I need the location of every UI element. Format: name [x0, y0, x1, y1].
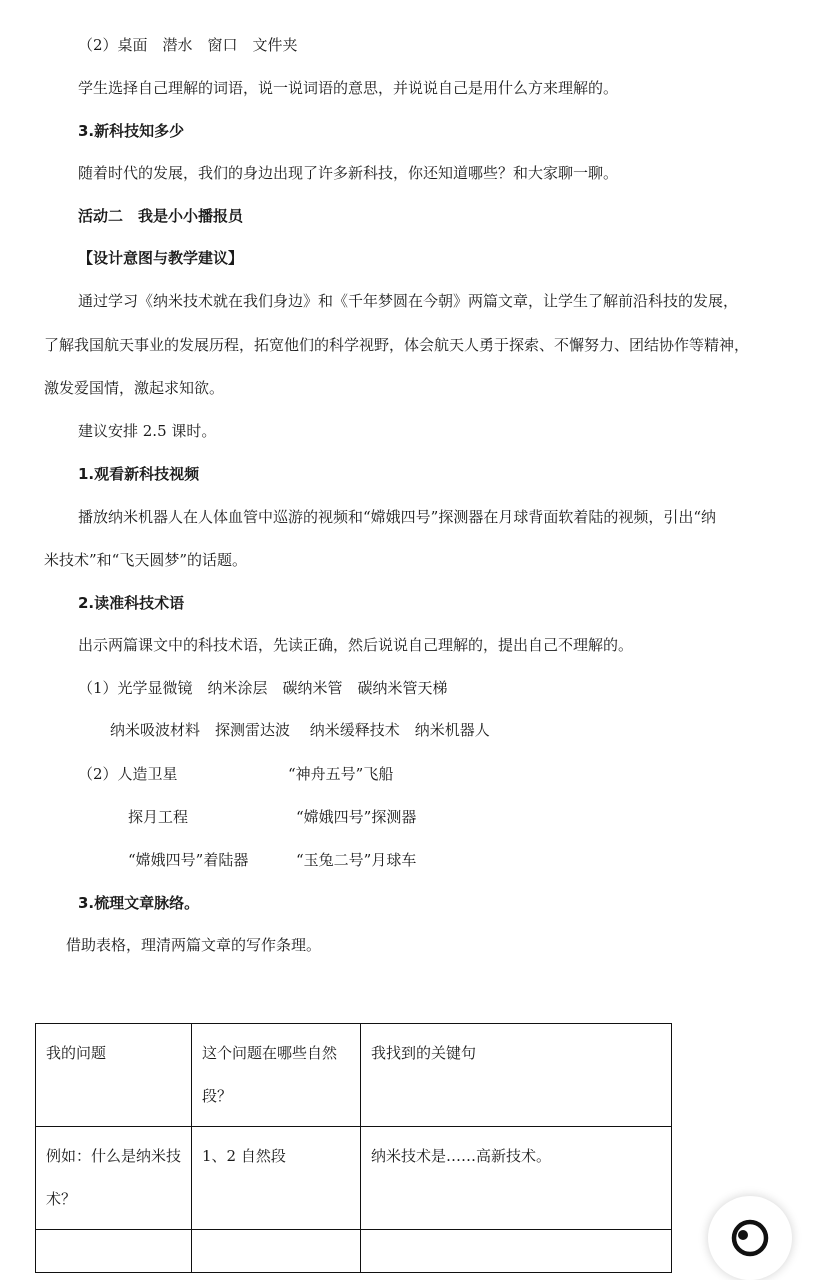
terms-group-1-line-1: （1）光学显微镜 纳米涂层 碳纳米管 碳纳米管天梯 [78, 679, 448, 697]
paragraph-intent-line-2: 了解我国航天事业的发展历程，拓宽他们的科学视野，体会航天人勇于探索、不懈努力、团结协作等精神， [44, 336, 750, 354]
paragraph-structure: 借助表格，理清两篇文章的写作条理。 [66, 936, 322, 954]
class-hours-text: 建议安排 2.5 课时。 [78, 422, 217, 440]
paragraph-intent-line-3: 激发爱国情，激起求知欲。 [44, 379, 225, 397]
design-intent-heading: 【设计意图与教学建议】 [78, 249, 244, 267]
table-header-cell: 这个问题在哪些自然段？ [192, 1024, 361, 1127]
word-group-2: （2）桌面 潜水 窗口 文件夹 [78, 36, 298, 54]
section-heading-video: 1.观看新科技视频 [78, 465, 200, 483]
terms-group-2-item-5: “嫦娥四号”着陆器 [128, 851, 249, 869]
paragraph-new-tech: 随着时代的发展，我们的身边出现了许多新科技，你还知道哪些？和大家聊一聊。 [78, 164, 619, 182]
refresh-icon [728, 1216, 772, 1260]
paragraph-intent-line-1: 通过学习《纳米技术就在我们身边》和《千年梦圆在今朝》两篇文章，让学生了解前沿科技的发展， [78, 292, 739, 310]
terms-group-1-line-2: 纳米吸波材料 探测雷达波 纳米缓释技术 纳米机器人 [110, 721, 490, 739]
analysis-table [35, 1023, 672, 1273]
table-header-cell: 我找到的关键句 [361, 1024, 672, 1127]
section-heading-new-tech: 3.新科技知多少 [78, 122, 185, 140]
table-cell-empty[interactable] [361, 1230, 672, 1273]
activity-heading: 活动二 我是小小播报员 [78, 207, 244, 225]
section-heading-structure: 3.梳理文章脉络。 [78, 894, 200, 912]
table-header-cell: 我的问题 [36, 1024, 192, 1127]
table-row [36, 1230, 672, 1273]
table-cell-empty[interactable] [36, 1230, 192, 1273]
table-cell: 例如：什么是纳米技术？ [36, 1127, 192, 1230]
terms-group-2-item-4: “嫦娥四号”探测器 [296, 808, 417, 826]
paragraph-terms: 出示两篇课文中的科技术语，先读正确，然后说说自己理解的，提出自己不理解的。 [78, 636, 634, 654]
section-heading-terms: 2.读准科技术语 [78, 594, 185, 612]
paragraph-video-line-2: 米技术”和“飞天圆梦”的话题。 [44, 551, 248, 569]
table-cell: 纳米技术是……高新技术。 [361, 1127, 672, 1230]
terms-group-2-item-2: “神舟五号”飞船 [288, 765, 394, 783]
table-cell: 1、2 自然段 [192, 1127, 361, 1230]
paragraph-video-line-1: 播放纳米机器人在人体血管中巡游的视频和“嫦娥四号”探测器在月球背面软着陆的视频，引出“纳 [78, 508, 717, 526]
table-header-row [36, 1024, 672, 1127]
terms-group-2-item-1: （2）人造卫星 [78, 765, 178, 783]
table-row [36, 1127, 672, 1230]
terms-group-2-item-6: “玉兔二号”月球车 [296, 851, 417, 869]
instruction-text: 学生选择自己理解的词语，说一说词语的意思，并说说自己是用什么方来理解的。 [78, 79, 619, 97]
terms-group-2-item-3: 探月工程 [128, 808, 189, 826]
table-cell-empty[interactable] [192, 1230, 361, 1273]
floating-action-button[interactable] [708, 1196, 792, 1280]
